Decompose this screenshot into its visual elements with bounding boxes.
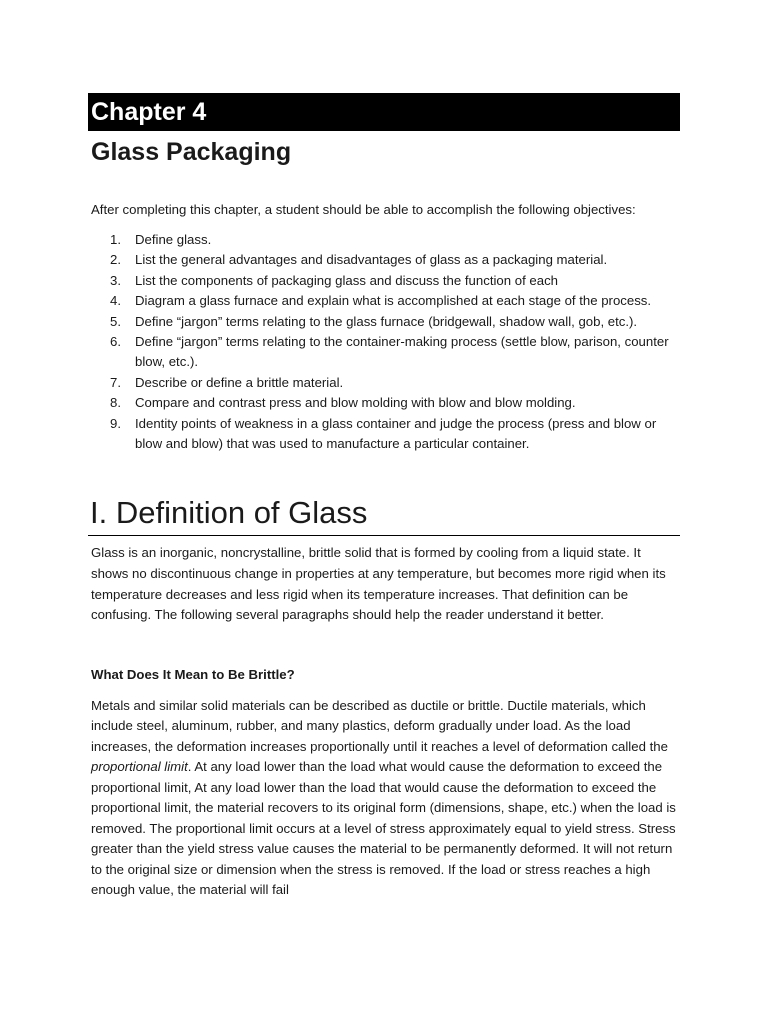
objective-item [88, 393, 680, 413]
definition-paragraph: Glass is an inorganic, noncrystalline, brittle solid that is formed by cooling from a liquid state. It shows no discontinuous change in properties at any temperature, but becomes more rigid when its temperature decreases and less rigid when its temperature increases. That definition can be confusing. The following several paragraphs should help the reader understand it better. [91, 545, 666, 623]
objective-text: Define “jargon” terms relating to the glass furnace (bridgewall, shadow wall, gob, etc.). [135, 313, 638, 329]
objective-text: List the general advantages and disadvantages of glass as a packaging material. [135, 252, 608, 268]
objective-item [88, 230, 680, 250]
objective-text: List the components of packaging glass and discuss the function of each [135, 272, 558, 288]
objective-item [88, 250, 680, 270]
brittle-paragraph-start: Metals and similar solid materials can be described as ductile or brittle. Ductile materials, which include steel, aluminum, rubber, and many plastics, deform gradually under load. As the load increases, the deformation increases proportionally until it reaches a level of deformation called the [91, 697, 668, 754]
document-page [88, 93, 680, 901]
brittle-subheading: What Does It Mean to Be Brittle? [91, 666, 295, 682]
objective-item [88, 332, 680, 373]
objective-number: 9. [110, 415, 121, 431]
brittle-paragraph-end: . At any load lower than the load what would cause the deformation to exceed the proportional limit, At any load lower than the load that would cause the deformation to exceed the proportional limit, the material recovers to its original form (dimensions, shape, etc.) when the load is removed. The proportional limit occurs at a level of stress approximately equal to yield stress. Stress greater than the yield stress value causes the material to be permanently deformed. It will not return to the original size or dimension when the stress is removed. If the load or stress reaches a high enough value, the material will fail [91, 759, 676, 898]
objective-number: 3. [110, 272, 121, 288]
objective-item [88, 312, 680, 332]
objective-number: 2. [110, 252, 121, 268]
objectives-intro: After completing this chapter, a student should be able to accomplish the following objectives: [91, 202, 636, 217]
objective-number: 6. [110, 334, 121, 350]
objective-text: Define “jargon” terms relating to the container-making process (settle blow, parison, counter blow, etc.). [135, 334, 669, 370]
objective-number: 4. [110, 293, 121, 309]
objective-text: Define glass. [135, 232, 212, 247]
objective-item [88, 271, 680, 291]
objective-number: 5. [110, 313, 121, 329]
objective-text: Diagram a glass furnace and explain what is accomplished at each stage of the process. [135, 293, 652, 309]
objective-number: 7. [110, 374, 121, 390]
brittle-paragraph [91, 696, 680, 901]
chapter-title: Glass Packaging [91, 138, 292, 166]
objective-number: 8. [110, 395, 121, 411]
objective-item [88, 373, 680, 393]
section-heading: I. Definition of Glass [90, 495, 368, 531]
objective-text: Describe or define a brittle material. [135, 374, 344, 390]
proportional-limit-term: proportional limit [91, 759, 188, 775]
objectives-list [88, 230, 680, 454]
chapter-label-bar: Chapter 4 [88, 93, 680, 131]
objective-number: 1. [110, 232, 121, 247]
objective-item [88, 291, 680, 311]
objective-text: Identity points of weakness in a glass container and judge the process (press and blow or blow and blow) that was used to manufacture a particular container. [135, 415, 657, 452]
section-divider [88, 535, 680, 536]
objective-item [88, 414, 680, 455]
objective-text: Compare and contrast press and blow molding with blow and blow molding. [135, 395, 576, 411]
